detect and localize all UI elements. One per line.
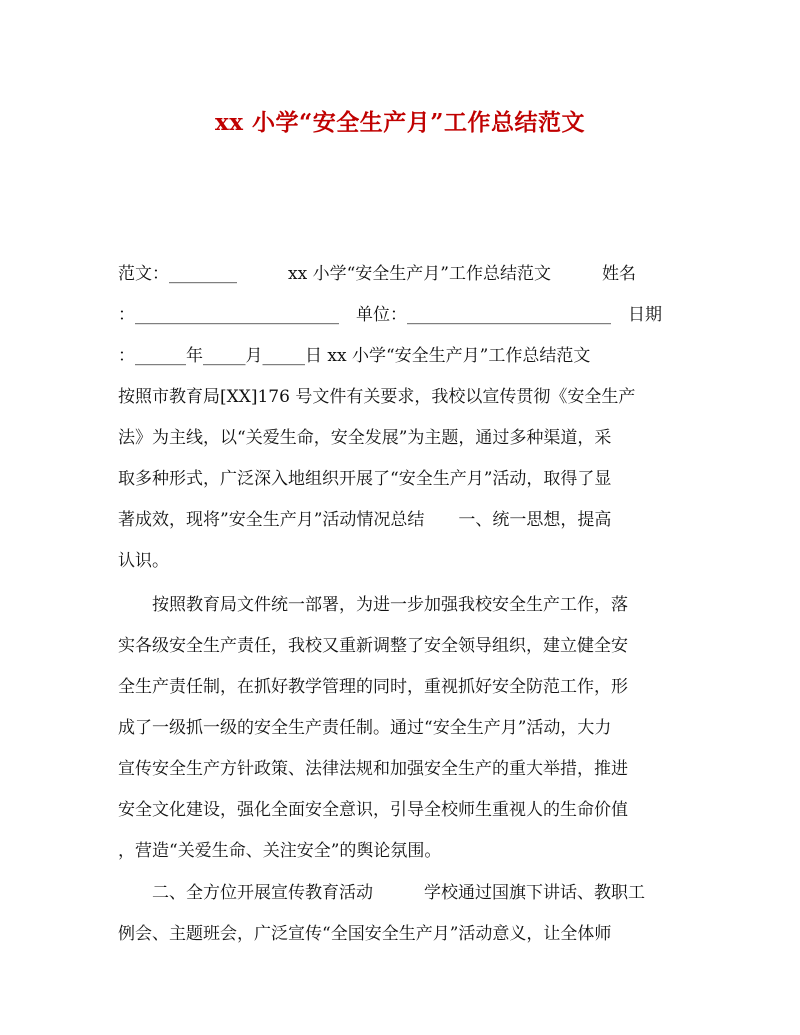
body-line: 安全文化建设，强化全面安全意识，引导全校师生重视人的生命价值 [118,800,628,820]
body-line: 成了一级抓一级的安全生产责任制。通过“安全生产月”活动，大力 [118,718,612,738]
body-line: ：________________________ 单位：________________________ 日期 [118,305,662,325]
body-line: 著成效，现将”安全生产月”活动情况总结 一、统一思想，提高 [118,510,612,530]
body-line: 取多种形式，广泛深入地组织开展了“安全生产月”活动，取得了显 [118,469,612,489]
body-line: 按照教育局文件统一部署，为进一步加强我校安全生产工作，落 [118,595,628,615]
body-line: ，营造“关爱生命、关注安全”的舆论氛围。 [118,841,442,861]
body-line: 法》为主线，以“关爱生命，安全发展”为主题，通过多种渠道，采 [118,428,612,448]
body-line: ：______年_____月_____日 xx 小学“安全生产月”工作总结范文 [118,346,591,366]
body-line: 例会、主题班会，广泛宣传“全国安全生产月”活动意义，让全体师 [118,924,612,944]
document-title: xx 小学“安全生产月”工作总结范文 [215,109,585,136]
body-line: 全生产责任制，在抓好教学管理的同时，重视抓好安全防范工作，形 [118,677,628,697]
body-line: 认识。 [118,551,169,571]
body-line: 二、全方位开展宣传教育活动 学校通过国旗下讲话、教职工 [118,883,645,903]
body-line: 范文：________ xx 小学“安全生产月”工作总结范文 姓名 [118,264,636,284]
body-line: 按照市教育局[XX]176 号文件有关要求，我校以宣传贯彻《安全生产 [118,387,636,407]
body-line: 宣传安全生产方针政策、法律法规和加强安全生产的重大举措，推进 [118,759,628,779]
body-line: 实各级安全生产责任，我校又重新调整了安全领导组织，建立健全安 [118,636,628,656]
